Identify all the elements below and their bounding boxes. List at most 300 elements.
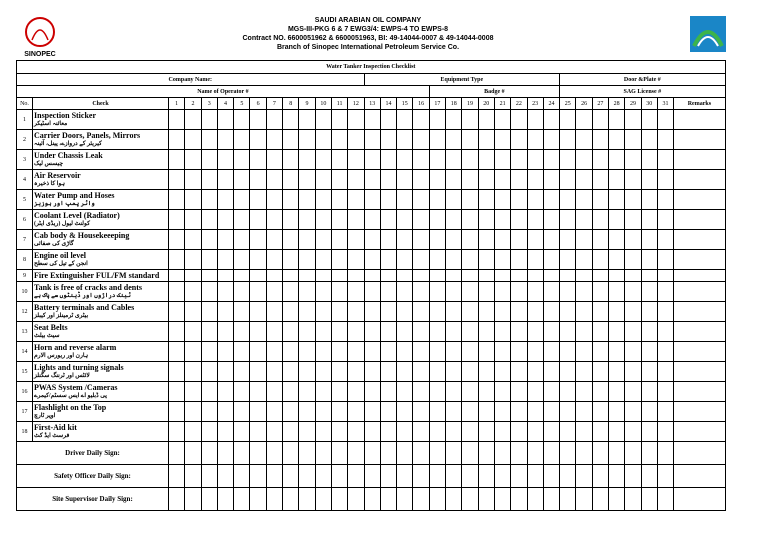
day-check-cell[interactable]: [543, 190, 559, 210]
sign-cell[interactable]: [283, 488, 299, 511]
day-check-cell[interactable]: [641, 230, 657, 250]
day-check-cell[interactable]: [397, 150, 413, 170]
day-check-cell[interactable]: [641, 342, 657, 362]
day-check-cell[interactable]: [217, 362, 233, 382]
sign-cell[interactable]: [201, 465, 217, 488]
day-check-cell[interactable]: [331, 150, 347, 170]
day-check-cell[interactable]: [413, 210, 429, 230]
day-check-cell[interactable]: [511, 362, 527, 382]
day-check-cell[interactable]: [348, 230, 364, 250]
remarks-cell[interactable]: [674, 422, 725, 442]
sign-cell[interactable]: [315, 465, 331, 488]
sign-cell[interactable]: [527, 465, 543, 488]
day-check-cell[interactable]: [429, 362, 445, 382]
day-check-cell[interactable]: [462, 250, 478, 270]
sign-cell[interactable]: [625, 488, 641, 511]
day-check-cell[interactable]: [380, 110, 396, 130]
sign-cell[interactable]: [560, 442, 576, 465]
remarks-cell[interactable]: [674, 190, 725, 210]
day-check-cell[interactable]: [380, 282, 396, 302]
day-check-cell[interactable]: [283, 110, 299, 130]
day-check-cell[interactable]: [413, 270, 429, 282]
day-check-cell[interactable]: [527, 190, 543, 210]
day-check-cell[interactable]: [625, 322, 641, 342]
day-check-cell[interactable]: [380, 382, 396, 402]
day-check-cell[interactable]: [315, 230, 331, 250]
day-check-cell[interactable]: [625, 250, 641, 270]
sign-cell[interactable]: [625, 442, 641, 465]
day-check-cell[interactable]: [299, 270, 315, 282]
day-check-cell[interactable]: [185, 130, 201, 150]
day-check-cell[interactable]: [201, 250, 217, 270]
day-check-cell[interactable]: [609, 110, 625, 130]
remarks-cell[interactable]: [674, 230, 725, 250]
day-check-cell[interactable]: [429, 402, 445, 422]
day-check-cell[interactable]: [446, 210, 462, 230]
day-check-cell[interactable]: [527, 362, 543, 382]
day-check-cell[interactable]: [446, 382, 462, 402]
remarks-cell[interactable]: [674, 110, 725, 130]
day-check-cell[interactable]: [413, 342, 429, 362]
day-check-cell[interactable]: [364, 190, 380, 210]
day-check-cell[interactable]: [576, 250, 592, 270]
sign-cell[interactable]: [462, 488, 478, 511]
day-check-cell[interactable]: [560, 362, 576, 382]
day-check-cell[interactable]: [527, 170, 543, 190]
sign-cell[interactable]: [299, 442, 315, 465]
day-check-cell[interactable]: [201, 282, 217, 302]
day-check-cell[interactable]: [201, 362, 217, 382]
day-check-cell[interactable]: [250, 362, 266, 382]
day-check-cell[interactable]: [494, 362, 510, 382]
day-check-cell[interactable]: [185, 250, 201, 270]
day-check-cell[interactable]: [576, 270, 592, 282]
day-check-cell[interactable]: [364, 342, 380, 362]
day-check-cell[interactable]: [609, 170, 625, 190]
day-check-cell[interactable]: [560, 210, 576, 230]
day-check-cell[interactable]: [576, 210, 592, 230]
day-check-cell[interactable]: [315, 150, 331, 170]
day-check-cell[interactable]: [201, 130, 217, 150]
day-check-cell[interactable]: [592, 362, 608, 382]
day-check-cell[interactable]: [299, 170, 315, 190]
day-check-cell[interactable]: [380, 402, 396, 422]
sign-cell[interactable]: [494, 442, 510, 465]
day-check-cell[interactable]: [592, 130, 608, 150]
day-check-cell[interactable]: [576, 402, 592, 422]
sign-cell[interactable]: [185, 465, 201, 488]
day-check-cell[interactable]: [446, 322, 462, 342]
day-check-cell[interactable]: [250, 342, 266, 362]
day-check-cell[interactable]: [217, 110, 233, 130]
day-check-cell[interactable]: [364, 362, 380, 382]
sign-cell[interactable]: [234, 465, 250, 488]
day-check-cell[interactable]: [364, 210, 380, 230]
operator-name-field[interactable]: Name of Operator #: [17, 86, 430, 98]
day-check-cell[interactable]: [641, 362, 657, 382]
day-check-cell[interactable]: [380, 130, 396, 150]
sign-cell[interactable]: [592, 465, 608, 488]
day-check-cell[interactable]: [560, 270, 576, 282]
day-check-cell[interactable]: [266, 402, 282, 422]
day-check-cell[interactable]: [429, 130, 445, 150]
sign-cell[interactable]: [511, 442, 527, 465]
day-check-cell[interactable]: [169, 170, 185, 190]
day-check-cell[interactable]: [560, 250, 576, 270]
day-check-cell[interactable]: [657, 130, 673, 150]
day-check-cell[interactable]: [283, 302, 299, 322]
sign-cell[interactable]: [657, 488, 673, 511]
sign-cell[interactable]: [462, 442, 478, 465]
day-check-cell[interactable]: [315, 342, 331, 362]
day-check-cell[interactable]: [511, 170, 527, 190]
day-check-cell[interactable]: [429, 150, 445, 170]
sign-cell[interactable]: [560, 488, 576, 511]
day-check-cell[interactable]: [250, 282, 266, 302]
day-check-cell[interactable]: [462, 422, 478, 442]
day-check-cell[interactable]: [201, 270, 217, 282]
day-check-cell[interactable]: [592, 150, 608, 170]
day-check-cell[interactable]: [641, 302, 657, 322]
sign-cell[interactable]: [169, 488, 185, 511]
equipment-type-field[interactable]: Equipment Type: [364, 74, 560, 86]
day-check-cell[interactable]: [380, 150, 396, 170]
day-check-cell[interactable]: [609, 382, 625, 402]
day-check-cell[interactable]: [543, 322, 559, 342]
day-check-cell[interactable]: [592, 230, 608, 250]
day-check-cell[interactable]: [657, 270, 673, 282]
day-check-cell[interactable]: [234, 190, 250, 210]
remarks-cell[interactable]: [674, 302, 725, 322]
day-check-cell[interactable]: [543, 422, 559, 442]
day-check-cell[interactable]: [576, 130, 592, 150]
day-check-cell[interactable]: [283, 150, 299, 170]
day-check-cell[interactable]: [217, 382, 233, 402]
day-check-cell[interactable]: [446, 150, 462, 170]
day-check-cell[interactable]: [657, 422, 673, 442]
sign-cell[interactable]: [657, 442, 673, 465]
day-check-cell[interactable]: [625, 210, 641, 230]
day-check-cell[interactable]: [250, 270, 266, 282]
day-check-cell[interactable]: [478, 382, 494, 402]
day-check-cell[interactable]: [380, 190, 396, 210]
sign-cell[interactable]: [266, 442, 282, 465]
sign-cell[interactable]: [478, 442, 494, 465]
day-check-cell[interactable]: [266, 270, 282, 282]
day-check-cell[interactable]: [609, 190, 625, 210]
day-check-cell[interactable]: [348, 170, 364, 190]
day-check-cell[interactable]: [169, 302, 185, 322]
day-check-cell[interactable]: [185, 342, 201, 362]
day-check-cell[interactable]: [217, 190, 233, 210]
day-check-cell[interactable]: [348, 210, 364, 230]
sign-cell[interactable]: [413, 465, 429, 488]
day-check-cell[interactable]: [201, 210, 217, 230]
day-check-cell[interactable]: [625, 282, 641, 302]
day-check-cell[interactable]: [478, 362, 494, 382]
day-check-cell[interactable]: [331, 302, 347, 322]
day-check-cell[interactable]: [576, 170, 592, 190]
day-check-cell[interactable]: [494, 230, 510, 250]
day-check-cell[interactable]: [641, 110, 657, 130]
day-check-cell[interactable]: [331, 342, 347, 362]
day-check-cell[interactable]: [462, 402, 478, 422]
day-check-cell[interactable]: [446, 250, 462, 270]
day-check-cell[interactable]: [657, 402, 673, 422]
day-check-cell[interactable]: [283, 250, 299, 270]
day-check-cell[interactable]: [185, 110, 201, 130]
day-check-cell[interactable]: [478, 422, 494, 442]
door-plate-field[interactable]: Door &Plate #: [560, 74, 725, 86]
day-check-cell[interactable]: [592, 402, 608, 422]
day-check-cell[interactable]: [201, 422, 217, 442]
day-check-cell[interactable]: [348, 190, 364, 210]
day-check-cell[interactable]: [283, 342, 299, 362]
day-check-cell[interactable]: [560, 170, 576, 190]
day-check-cell[interactable]: [543, 250, 559, 270]
day-check-cell[interactable]: [478, 282, 494, 302]
sign-cell[interactable]: [576, 488, 592, 511]
day-check-cell[interactable]: [397, 230, 413, 250]
day-check-cell[interactable]: [185, 230, 201, 250]
day-check-cell[interactable]: [641, 150, 657, 170]
day-check-cell[interactable]: [348, 382, 364, 402]
day-check-cell[interactable]: [413, 362, 429, 382]
day-check-cell[interactable]: [299, 130, 315, 150]
sign-cell[interactable]: [494, 465, 510, 488]
day-check-cell[interactable]: [331, 250, 347, 270]
remarks-cell[interactable]: [674, 150, 725, 170]
sign-cell[interactable]: [380, 465, 396, 488]
sign-cell[interactable]: [234, 442, 250, 465]
day-check-cell[interactable]: [397, 342, 413, 362]
sign-cell[interactable]: [201, 442, 217, 465]
day-check-cell[interactable]: [625, 150, 641, 170]
day-check-cell[interactable]: [592, 382, 608, 402]
day-check-cell[interactable]: [609, 210, 625, 230]
day-check-cell[interactable]: [527, 302, 543, 322]
day-check-cell[interactable]: [446, 110, 462, 130]
day-check-cell[interactable]: [592, 210, 608, 230]
sign-cell[interactable]: [576, 442, 592, 465]
day-check-cell[interactable]: [511, 270, 527, 282]
day-check-cell[interactable]: [283, 230, 299, 250]
day-check-cell[interactable]: [380, 322, 396, 342]
day-check-cell[interactable]: [266, 322, 282, 342]
day-check-cell[interactable]: [299, 150, 315, 170]
day-check-cell[interactable]: [560, 190, 576, 210]
day-check-cell[interactable]: [560, 402, 576, 422]
day-check-cell[interactable]: [527, 422, 543, 442]
day-check-cell[interactable]: [348, 422, 364, 442]
sign-cell[interactable]: [169, 442, 185, 465]
day-check-cell[interactable]: [446, 190, 462, 210]
sign-cell[interactable]: [429, 465, 445, 488]
day-check-cell[interactable]: [348, 402, 364, 422]
day-check-cell[interactable]: [315, 362, 331, 382]
day-check-cell[interactable]: [380, 342, 396, 362]
day-check-cell[interactable]: [494, 422, 510, 442]
day-check-cell[interactable]: [462, 302, 478, 322]
day-check-cell[interactable]: [511, 250, 527, 270]
day-check-cell[interactable]: [299, 402, 315, 422]
day-check-cell[interactable]: [609, 402, 625, 422]
day-check-cell[interactable]: [169, 422, 185, 442]
day-check-cell[interactable]: [283, 362, 299, 382]
day-check-cell[interactable]: [234, 270, 250, 282]
day-check-cell[interactable]: [657, 210, 673, 230]
day-check-cell[interactable]: [283, 210, 299, 230]
day-check-cell[interactable]: [609, 302, 625, 322]
day-check-cell[interactable]: [397, 270, 413, 282]
day-check-cell[interactable]: [185, 302, 201, 322]
day-check-cell[interactable]: [397, 382, 413, 402]
day-check-cell[interactable]: [266, 210, 282, 230]
company-name-field[interactable]: Company Name:: [17, 74, 365, 86]
day-check-cell[interactable]: [641, 170, 657, 190]
day-check-cell[interactable]: [201, 230, 217, 250]
day-check-cell[interactable]: [641, 190, 657, 210]
day-check-cell[interactable]: [576, 342, 592, 362]
day-check-cell[interactable]: [478, 250, 494, 270]
day-check-cell[interactable]: [266, 382, 282, 402]
day-check-cell[interactable]: [657, 250, 673, 270]
day-check-cell[interactable]: [234, 402, 250, 422]
day-check-cell[interactable]: [283, 270, 299, 282]
day-check-cell[interactable]: [511, 342, 527, 362]
day-check-cell[interactable]: [625, 342, 641, 362]
day-check-cell[interactable]: [331, 322, 347, 342]
day-check-cell[interactable]: [429, 322, 445, 342]
day-check-cell[interactable]: [283, 382, 299, 402]
day-check-cell[interactable]: [266, 130, 282, 150]
day-check-cell[interactable]: [299, 110, 315, 130]
day-check-cell[interactable]: [169, 342, 185, 362]
day-check-cell[interactable]: [625, 382, 641, 402]
day-check-cell[interactable]: [625, 362, 641, 382]
day-check-cell[interactable]: [217, 322, 233, 342]
day-check-cell[interactable]: [315, 210, 331, 230]
sign-cell[interactable]: [266, 488, 282, 511]
day-check-cell[interactable]: [478, 170, 494, 190]
day-check-cell[interactable]: [592, 322, 608, 342]
day-check-cell[interactable]: [625, 110, 641, 130]
day-check-cell[interactable]: [560, 382, 576, 402]
sign-cell[interactable]: [364, 465, 380, 488]
day-check-cell[interactable]: [527, 150, 543, 170]
day-check-cell[interactable]: [283, 190, 299, 210]
day-check-cell[interactable]: [478, 302, 494, 322]
day-check-cell[interactable]: [234, 170, 250, 190]
day-check-cell[interactable]: [413, 302, 429, 322]
day-check-cell[interactable]: [380, 250, 396, 270]
day-check-cell[interactable]: [657, 170, 673, 190]
sign-cell[interactable]: [315, 488, 331, 511]
day-check-cell[interactable]: [331, 190, 347, 210]
sign-cell[interactable]: [299, 488, 315, 511]
day-check-cell[interactable]: [560, 342, 576, 362]
remarks-cell[interactable]: [674, 382, 725, 402]
day-check-cell[interactable]: [234, 342, 250, 362]
day-check-cell[interactable]: [201, 302, 217, 322]
day-check-cell[interactable]: [527, 382, 543, 402]
day-check-cell[interactable]: [348, 362, 364, 382]
day-check-cell[interactable]: [576, 382, 592, 402]
day-check-cell[interactable]: [169, 402, 185, 422]
day-check-cell[interactable]: [511, 282, 527, 302]
sign-cell[interactable]: [543, 488, 559, 511]
day-check-cell[interactable]: [283, 170, 299, 190]
day-check-cell[interactable]: [560, 302, 576, 322]
day-check-cell[interactable]: [331, 362, 347, 382]
day-check-cell[interactable]: [234, 362, 250, 382]
day-check-cell[interactable]: [397, 422, 413, 442]
day-check-cell[interactable]: [185, 210, 201, 230]
day-check-cell[interactable]: [592, 342, 608, 362]
day-check-cell[interactable]: [331, 402, 347, 422]
day-check-cell[interactable]: [543, 150, 559, 170]
sign-cell[interactable]: [413, 442, 429, 465]
day-check-cell[interactable]: [478, 402, 494, 422]
day-check-cell[interactable]: [641, 422, 657, 442]
day-check-cell[interactable]: [266, 150, 282, 170]
day-check-cell[interactable]: [527, 282, 543, 302]
sign-cell[interactable]: [348, 488, 364, 511]
day-check-cell[interactable]: [250, 170, 266, 190]
day-check-cell[interactable]: [185, 402, 201, 422]
day-check-cell[interactable]: [511, 402, 527, 422]
day-check-cell[interactable]: [625, 270, 641, 282]
day-check-cell[interactable]: [641, 210, 657, 230]
day-check-cell[interactable]: [234, 322, 250, 342]
day-check-cell[interactable]: [169, 130, 185, 150]
day-check-cell[interactable]: [429, 170, 445, 190]
day-check-cell[interactable]: [446, 422, 462, 442]
day-check-cell[interactable]: [250, 130, 266, 150]
sign-cell[interactable]: [397, 442, 413, 465]
day-check-cell[interactable]: [380, 302, 396, 322]
day-check-cell[interactable]: [397, 190, 413, 210]
day-check-cell[interactable]: [641, 250, 657, 270]
day-check-cell[interactable]: [494, 110, 510, 130]
day-check-cell[interactable]: [429, 302, 445, 322]
day-check-cell[interactable]: [641, 130, 657, 150]
sign-cell[interactable]: [217, 488, 233, 511]
day-check-cell[interactable]: [250, 150, 266, 170]
sign-cell[interactable]: [560, 465, 576, 488]
day-check-cell[interactable]: [169, 150, 185, 170]
day-check-cell[interactable]: [494, 130, 510, 150]
day-check-cell[interactable]: [511, 230, 527, 250]
day-check-cell[interactable]: [364, 282, 380, 302]
sign-cell[interactable]: [543, 442, 559, 465]
day-check-cell[interactable]: [625, 170, 641, 190]
day-check-cell[interactable]: [494, 302, 510, 322]
day-check-cell[interactable]: [397, 322, 413, 342]
day-check-cell[interactable]: [169, 210, 185, 230]
day-check-cell[interactable]: [478, 342, 494, 362]
day-check-cell[interactable]: [169, 110, 185, 130]
day-check-cell[interactable]: [592, 110, 608, 130]
day-check-cell[interactable]: [348, 130, 364, 150]
remarks-cell[interactable]: [674, 270, 725, 282]
day-check-cell[interactable]: [266, 110, 282, 130]
day-check-cell[interactable]: [364, 110, 380, 130]
day-check-cell[interactable]: [250, 422, 266, 442]
day-check-cell[interactable]: [413, 322, 429, 342]
day-check-cell[interactable]: [576, 422, 592, 442]
day-check-cell[interactable]: [185, 190, 201, 210]
